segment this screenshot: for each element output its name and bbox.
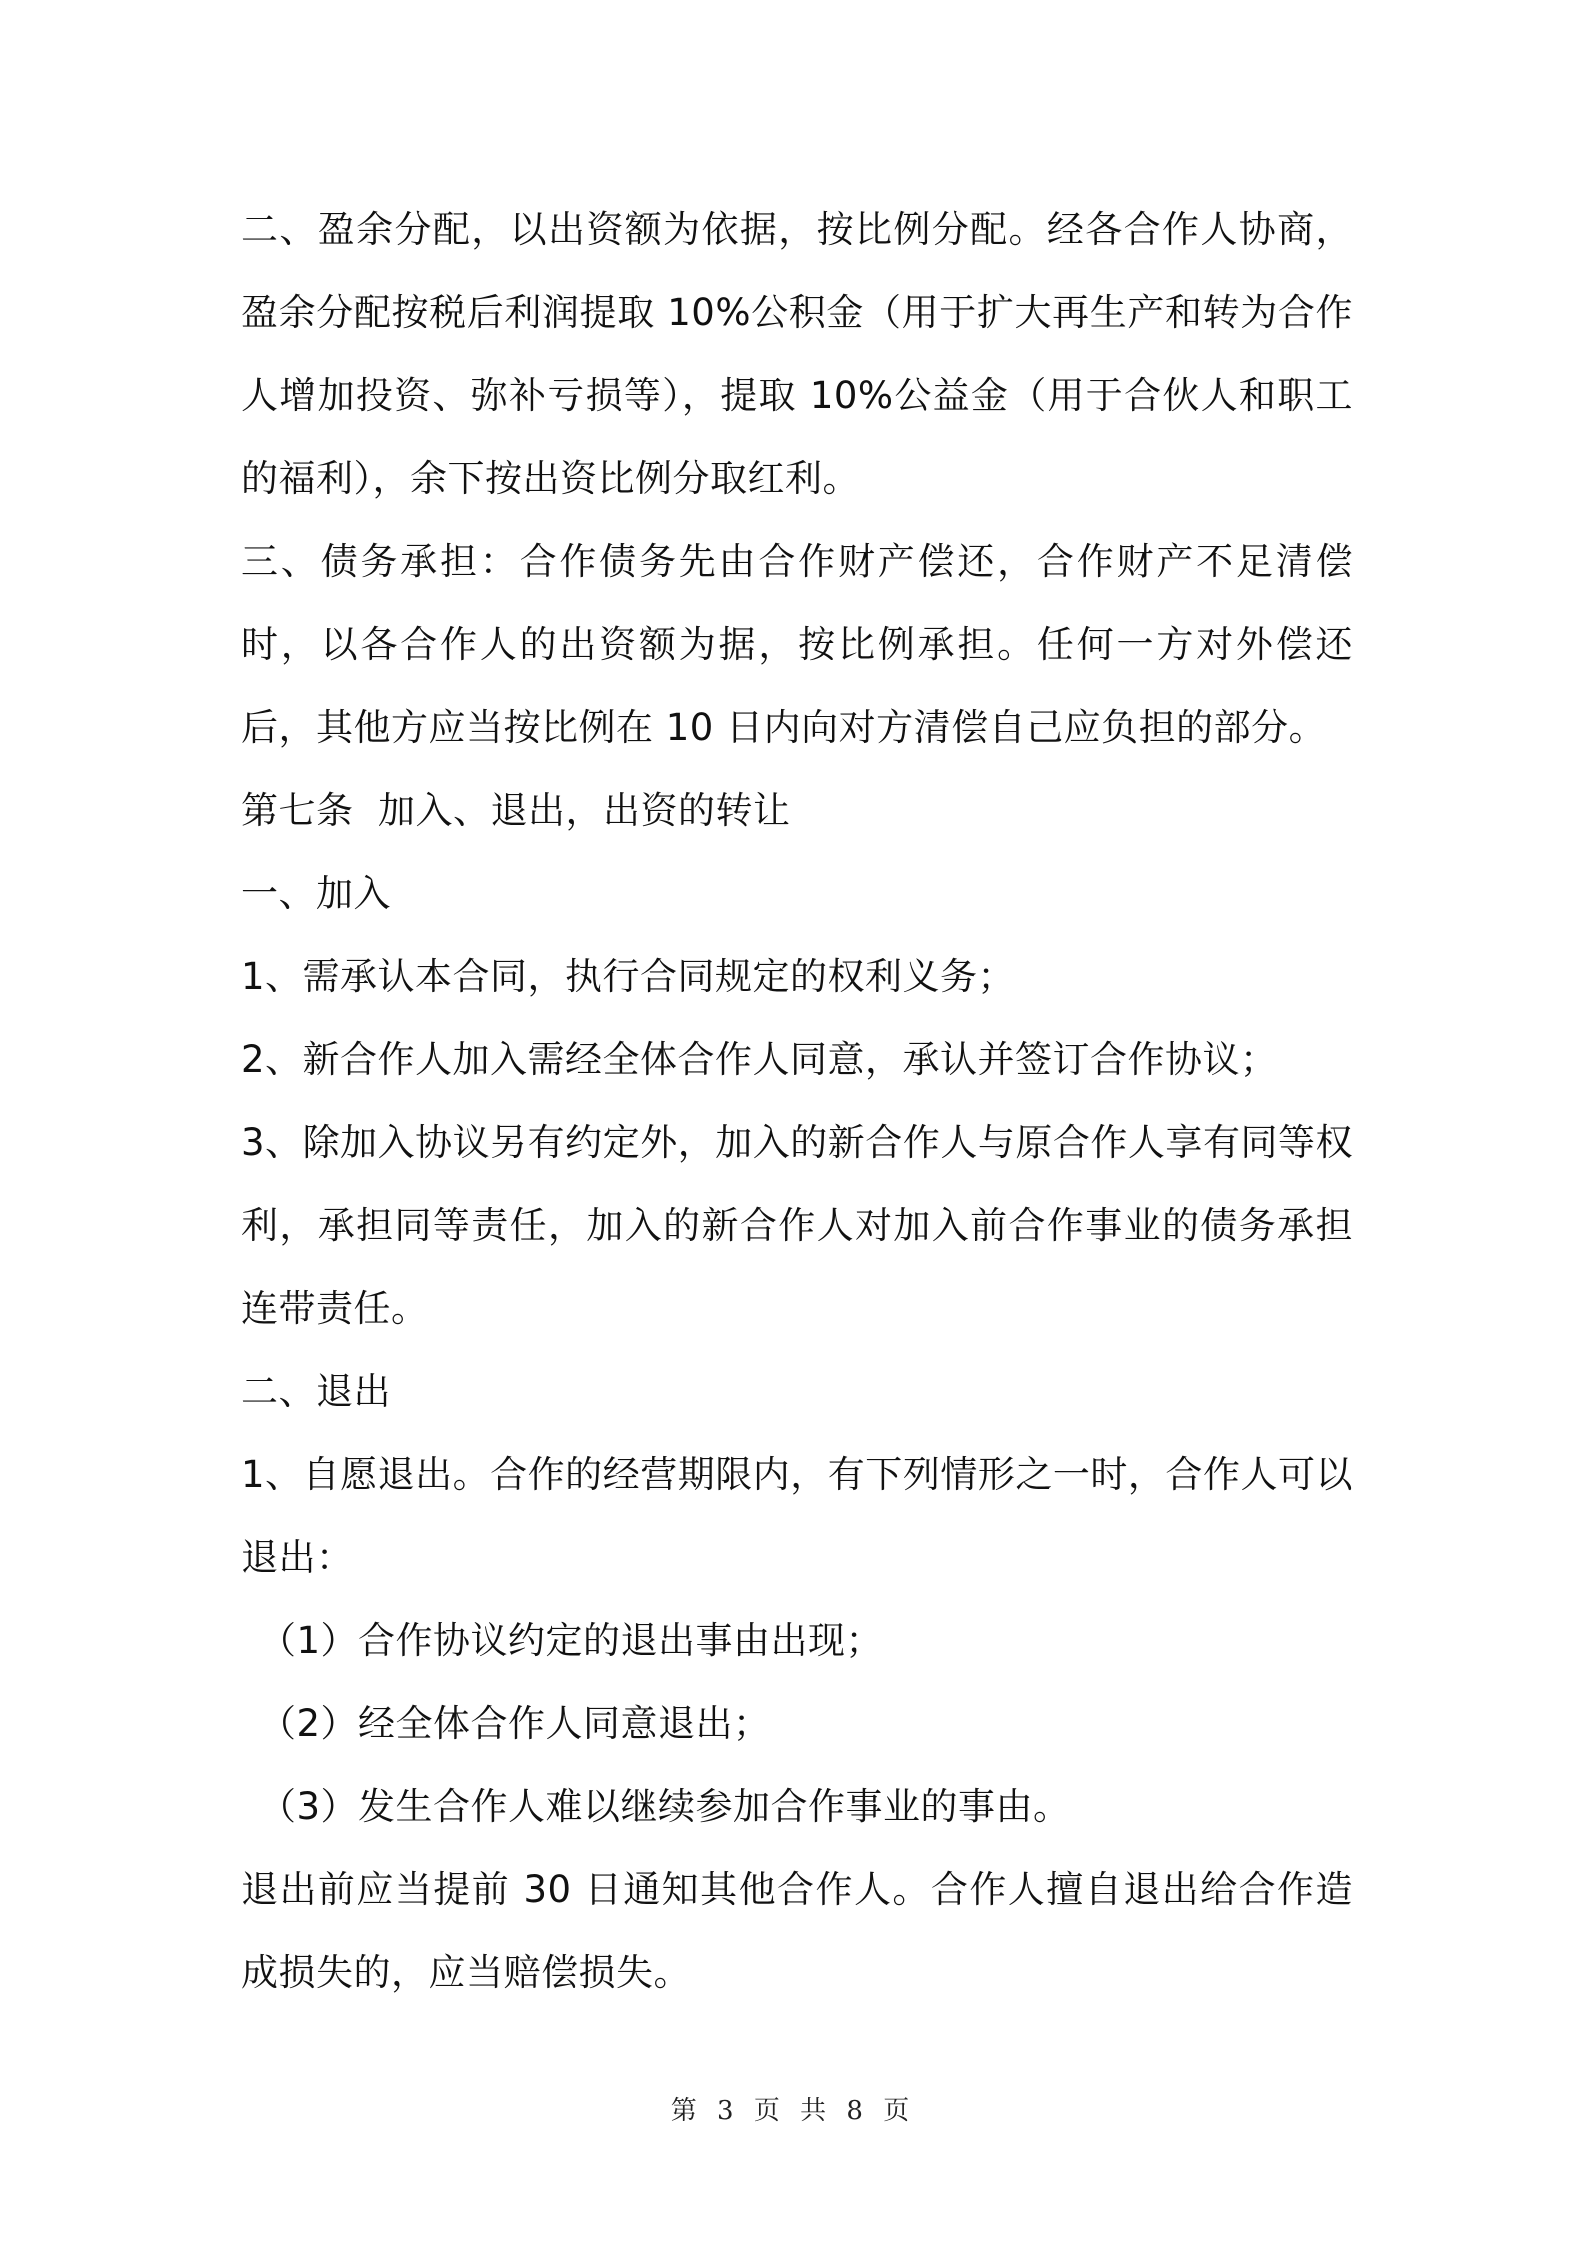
join-item-3: 3、除加入协议另有约定外，加入的新合作人与原合作人享有同等权利，承担同等责任，加入的新合作人对加入前合作事业的债务承担连带责任。 <box>241 1121 1353 1330</box>
withdraw-condition-1: （1）合作协议约定的退出事由出现； <box>259 1619 884 1662</box>
join-item-1: 1、需承认本合同，执行合同规定的权利义务； <box>241 955 1016 998</box>
withdraw-notice-paragraph: 退出前应当提前 30 日通知其他合作人。合作人擅自退出给合作造成损失的，应当赔偿损失。 <box>241 1868 1353 1994</box>
section-withdraw-heading: 二、退出 <box>241 1370 391 1413</box>
paragraph-profit-distribution: 二、盈余分配，以出资额为依据，按比例分配。经各合作人协商，盈余分配按税后利润提取 10%公积金（用于扩大再生产和转为合作人增加投资、弥补亏损等），提取 10%公益金（用于合伙人和职工的福利），余下按出资比例分取红利。 <box>241 208 1353 500</box>
join-item-2: 2、新合作人加入需经全体合作人同意，承认并签订合作协议； <box>241 1038 1278 1081</box>
article-seven-heading: 第七条 加入、退出，出资的转让 <box>241 789 791 832</box>
page-number-footer: 第 3 页 共 8 页 <box>670 2096 916 2126</box>
withdraw-item-1: 1、自愿退出。合作的经营期限内，有下列情形之一时，合作人可以退出： <box>241 1453 1353 1579</box>
withdraw-condition-3: （3）发生合作人难以继续参加合作事业的事由。 <box>259 1785 1071 1828</box>
section-join-heading: 一、加入 <box>241 872 391 915</box>
document-body <box>241 188 1353 2014</box>
paragraph-debt-bearing: 三、债务承担：合作债务先由合作财产偿还，合作财产不足清偿时，以各合作人的出资额为据，按比例承担。任何一方对外偿还后，其他方应当按比例在 10 日内向对方清偿自己应负担的部分。 <box>241 540 1353 749</box>
withdraw-condition-2: （2）经全体合作人同意退出； <box>259 1702 771 1745</box>
